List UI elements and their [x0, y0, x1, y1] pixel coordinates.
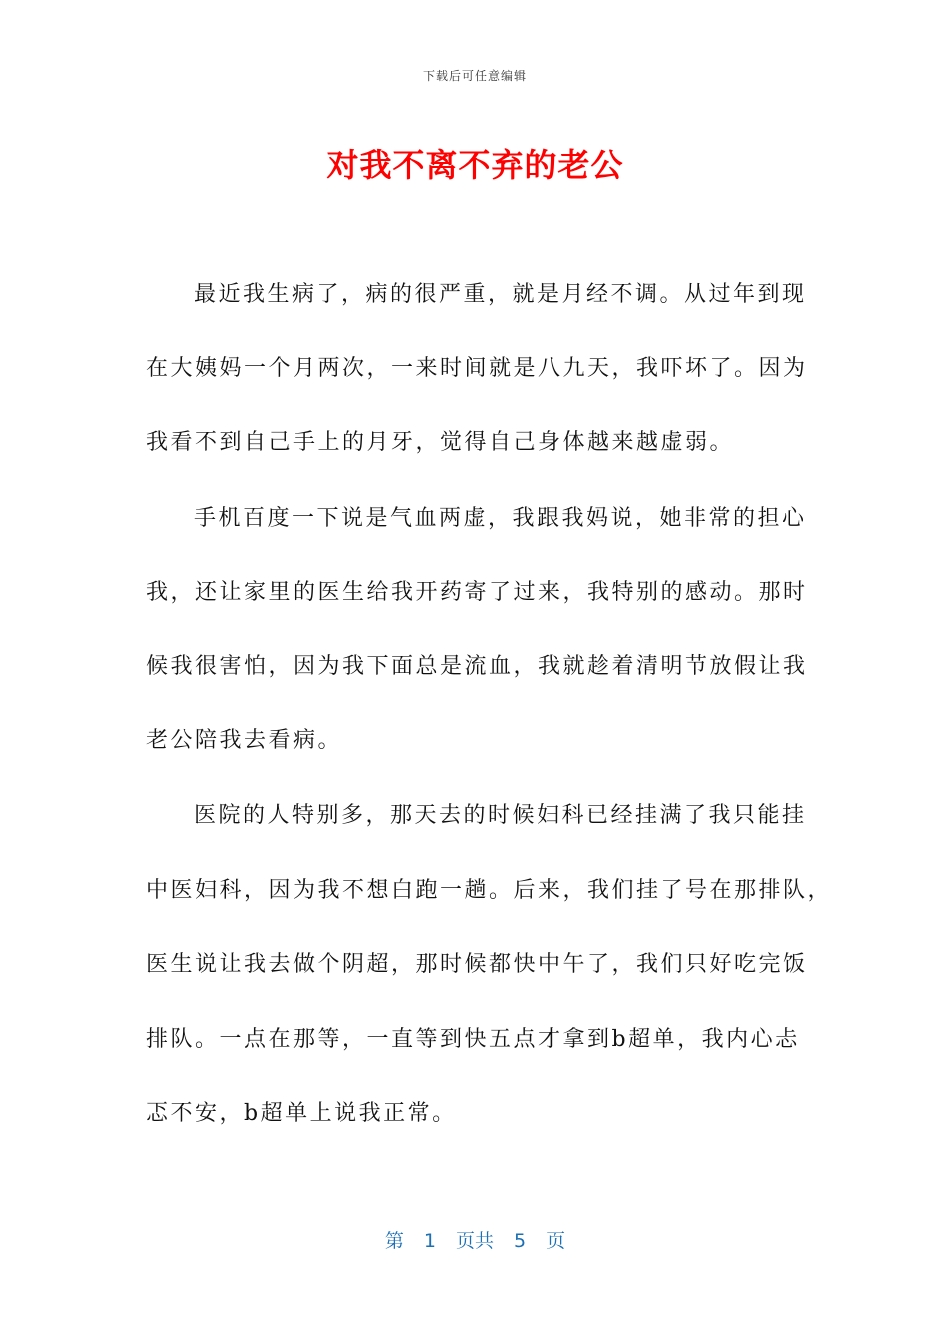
text-line: 医生说让我去做个阴超，那时候都快中午了，我们只好吃完饭 — [146, 952, 808, 977]
page-label-prefix: 第 — [384, 1230, 404, 1252]
total-pages-number: 5 — [514, 1230, 527, 1252]
current-page-number: 1 — [423, 1230, 436, 1252]
document-title: 对我不离不弃的老公 — [326, 146, 624, 184]
text-line: 忑不安，b超单上说我正常。 — [146, 1101, 457, 1126]
text-line: 手机百度一下说是气血两虚，我跟我妈说，她非常的担心 — [194, 506, 807, 531]
page-label-mid: 页共 — [455, 1230, 494, 1252]
text-line: 老公陪我去看病。 — [146, 728, 343, 753]
text-line: 最近我生病了，病的很严重，就是月经不调。从过年到现 — [194, 282, 807, 307]
text-line: 候我很害怕，因为我下面总是流血，我就趁着清明节放假让我 — [146, 654, 808, 679]
text-line: 我看不到自己手上的月牙，觉得自己身体越来越虚弱。 — [146, 430, 735, 455]
header-note: 下载后可任意编辑 — [422, 69, 527, 83]
text-line: 医院的人特别多，那天去的时候妇科已经挂满了我只能挂 — [194, 803, 807, 828]
text-line: 在大姨妈一个月两次，一来时间就是八九天，我吓坏了。因为 — [146, 356, 808, 381]
text-line: 我，还让家里的医生给我开药寄了过来，我特别的感动。那时 — [146, 580, 808, 605]
page-footer — [0, 1226, 950, 1253]
text-line: 中医妇科，因为我不想白跑一趟。后来，我们挂了号在那排队， — [146, 878, 833, 903]
text-line: 排队。一点在那等，一直等到快五点才拿到b超单，我内心忐 — [146, 1027, 800, 1052]
page-label-suffix: 页 — [546, 1230, 566, 1252]
